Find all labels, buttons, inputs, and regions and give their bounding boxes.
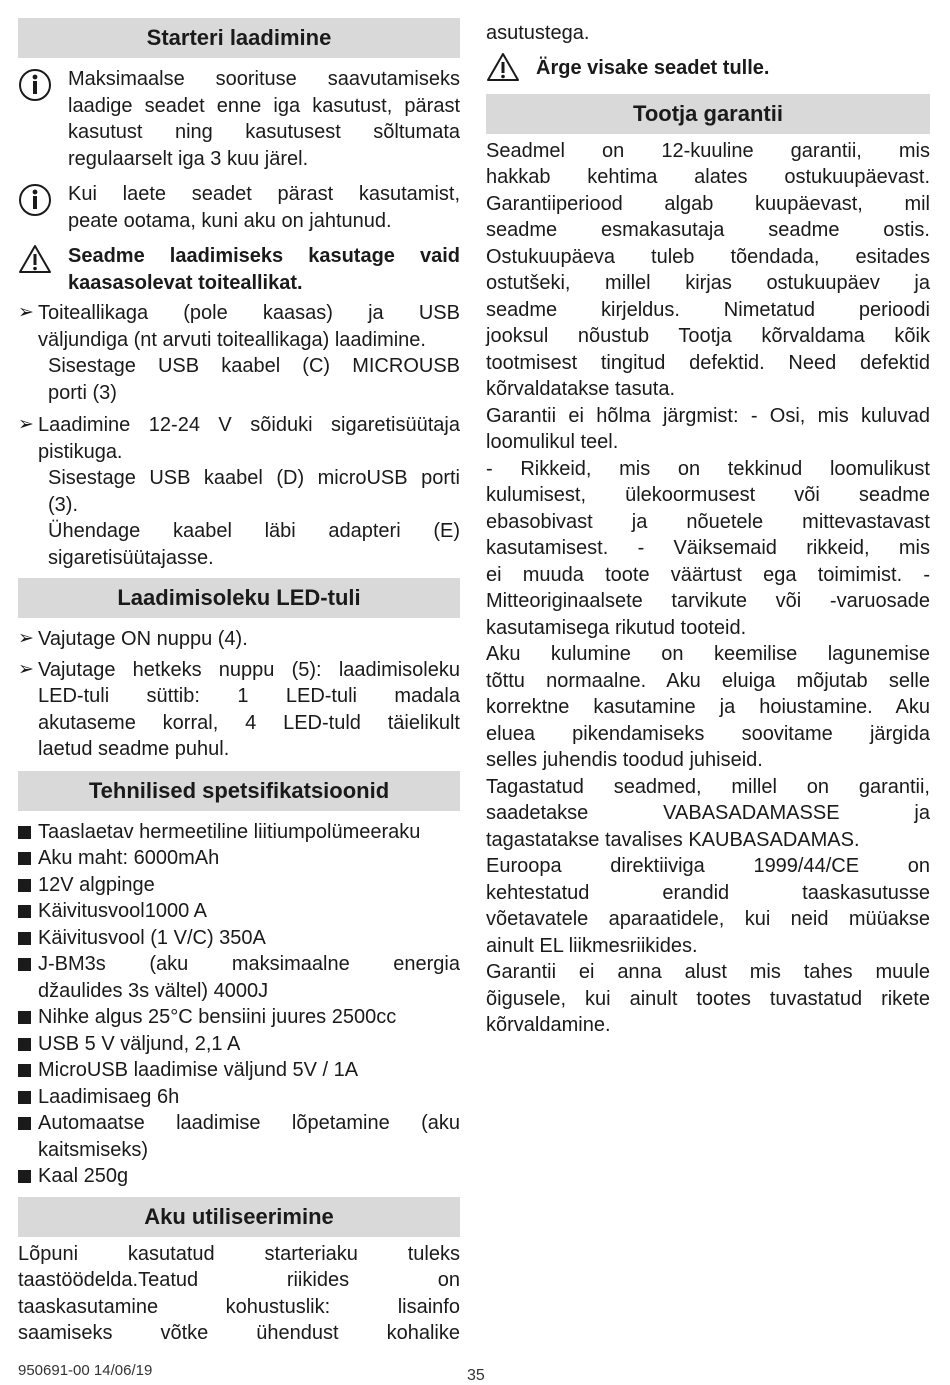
spec-item — [18, 1031, 460, 1058]
arrow-bullet-icon: ➢ — [18, 302, 34, 323]
info-icon — [18, 183, 52, 217]
square-bullet-icon — [18, 932, 31, 945]
text-line: Sisestage USB kaabel (D) microUSB porti — [48, 467, 460, 489]
text-line: hakkab kehtima alates ostukuupäevast. — [486, 166, 930, 188]
text-line: pistikuga. — [38, 440, 123, 463]
text-line: Ärge visake seadet tulle. — [536, 56, 770, 79]
text-line: tootmisest tingitud defektid. Need defektid — [486, 351, 930, 374]
text-line: Aku kulumine on keemilise lagunemise — [486, 643, 930, 665]
text-line: kulumisest, ülekoormusest või seadme — [486, 484, 930, 506]
footer-code: 950691-00 14/06/19 — [18, 1362, 153, 1379]
spec-item — [18, 872, 460, 899]
text-line: kasutust ning kasutusest sõltumata — [68, 121, 460, 143]
text-line: Käivitusvool1000 A — [38, 900, 208, 922]
text-line: asutustega. — [486, 22, 590, 44]
info-note-2 — [18, 181, 460, 234]
text-line: Garantiiperiood algab kuupäevast, mil — [486, 192, 930, 215]
text-line: Ühendage kaabel läbi adapteri (E) — [48, 520, 460, 542]
text-line: kõrvaldamine. — [486, 1014, 611, 1036]
text-line: taastöödelda.Teatud riikides on — [18, 1269, 460, 1291]
text-line: Garantii ei anna alust mis tahes muule — [486, 961, 930, 983]
text-line: Mitteoriginaalsete tarvikute või -varuosade — [486, 590, 930, 612]
text-line: Garantii ei hõlma järgmist: - Osi, mis kuluvad — [486, 404, 930, 427]
text-line: Taaslaetav hermeetiline liitiumpolümeeraku — [38, 820, 421, 843]
text-line: Euroopa direktiiviga 1999/44/CE on — [486, 855, 930, 877]
text-line: regulaarselt iga 3 kuu järel. — [68, 147, 309, 170]
text-line: kõrvaldatakse tasuta. — [486, 378, 675, 400]
spec-item — [18, 845, 460, 872]
section-heading-specs: Tehnilised spetsifikatsioonid — [18, 771, 460, 811]
text-line: kehtestatud erandid taaskasutusse — [486, 881, 930, 904]
text-line: J-BM3s (aku maksimaalne energia — [38, 953, 460, 975]
bullet-item — [18, 300, 460, 353]
text-line: tagastatakse tavalises KAUBASADAMAS. — [486, 828, 860, 851]
square-bullet-icon — [18, 852, 31, 865]
bullet-item — [18, 626, 460, 653]
text-line: peate ootama, kuni aku on jahtunud. — [68, 209, 392, 232]
spec-item — [18, 1084, 460, 1111]
warning-icon — [18, 243, 52, 277]
right-column — [486, 0, 930, 1039]
text-line: Aku maht: 6000mAh — [38, 847, 220, 869]
text-line: kasutamisest. - Väiksemaid rikkeid, mis — [486, 537, 930, 559]
spec-item — [18, 951, 460, 1004]
warranty-text — [486, 138, 930, 1039]
square-bullet-icon — [18, 958, 31, 971]
text-line: ainult EL liikmesriikides. — [486, 934, 698, 957]
arrow-bullet-icon: ➢ — [18, 658, 34, 680]
square-bullet-icon — [18, 1011, 31, 1024]
warning-note — [486, 51, 930, 90]
spec-item — [18, 819, 460, 846]
text-line: väljundiga (nt arvuti toiteallikaga) laadimine. — [38, 328, 426, 351]
bullet-subtext — [18, 353, 460, 406]
text-line: Nihke algus 25°C bensiini juures 2500cc — [38, 1006, 397, 1028]
warranty-paragraph — [486, 959, 930, 1039]
text-line: Laadimisaeg 6h — [38, 1085, 180, 1108]
text-line: kasutamisega rikutud tooteid. — [486, 616, 747, 639]
text-line: seadme kirjeldus. Nimetatud perioodi — [486, 298, 930, 321]
text-line: (3). — [48, 493, 78, 516]
text-line: Seadmel on 12-kuuline garantii, mis — [486, 139, 930, 162]
text-line: Lõpuni kasutatud starteriaku tuleks — [18, 1242, 460, 1265]
square-bullet-icon — [18, 1117, 31, 1130]
square-bullet-icon — [18, 826, 31, 839]
text-line: seadme esmakasutaja seadme ostis. — [486, 219, 930, 241]
warranty-paragraph — [486, 403, 930, 456]
warranty-paragraph — [486, 456, 930, 642]
spec-item — [18, 1110, 460, 1163]
section-heading-led: Laadimisoleku LED-tuli — [18, 578, 460, 618]
text-line: kaitsmiseks) — [38, 1138, 149, 1161]
text-line: ei muuda toote väärtust ega toimimist. - — [486, 563, 930, 586]
text-line: korrektne kasutamine ja hoiustamine. Aku — [486, 696, 930, 718]
arrow-bullet-icon: ➢ — [18, 628, 34, 649]
section-heading-warranty: Tootja garantii — [486, 94, 930, 134]
arrow-bullet-icon: ➢ — [18, 414, 34, 435]
text-line: loomulikul teel. — [486, 431, 619, 453]
warning-note — [18, 243, 460, 296]
text-line: taaskasutamine kohustuslik: lisainfo — [18, 1295, 460, 1318]
text-line: akutaseme korral, 4 LED-tuld täielikult — [38, 711, 460, 734]
text-line: MicroUSB laadimise väljund 5V / 1A — [38, 1059, 359, 1081]
text-line: Toiteallikaga (pole kaasas) ja USB — [38, 302, 460, 324]
info-icon — [18, 68, 52, 102]
disposal-paragraph — [18, 1241, 460, 1347]
text-line: Maksimaalse soorituse saavutamiseks — [68, 68, 460, 90]
text-line: saamiseks võtke ühendust kohalike — [18, 1322, 460, 1344]
warranty-paragraph — [486, 641, 930, 774]
text-line: sigaretisüütajasse. — [48, 546, 214, 569]
bullet-item — [18, 657, 460, 763]
text-line: - Rikkeid, mis on tekkinud loomulikust — [486, 457, 930, 480]
spec-item — [18, 1057, 460, 1084]
spec-item — [18, 1004, 460, 1031]
text-line: ebasobivast ja nõuetele mittevastavast — [486, 510, 930, 533]
text-line: Laadimine 12-24 V sõiduki sigaretisüütaja — [38, 414, 460, 436]
square-bullet-icon — [18, 905, 31, 918]
left-column — [18, 0, 460, 1347]
warning-icon — [486, 51, 520, 85]
info-note-1 — [18, 66, 460, 172]
text-line: džaulides 3s vältel) 4000J — [38, 979, 269, 1002]
text-line: Tagastatud seadmed, millel on garantii, — [486, 775, 930, 798]
text-line: eluea pikendamiseks soovitame järgida — [486, 722, 930, 745]
text-line: Ostukuupäeva tuleb tõendada, esitades — [486, 245, 930, 268]
text-line: LED-tuli süttib: 1 LED-tuli madala — [38, 685, 460, 707]
text-line: ostutšeki, millel kirjas ostukuupäev ja — [486, 272, 930, 294]
text-line: selles juhendis toodud juhiseid. — [486, 749, 763, 771]
text-line: kaasasolevat toiteallikat. — [68, 271, 303, 294]
bullet-item — [18, 412, 460, 465]
text-line: Sisestage USB kaabel (C) MICROUSB — [48, 355, 460, 377]
text-line: 12V algpinge — [38, 873, 155, 896]
spec-item — [18, 925, 460, 952]
page-number: 35 — [467, 1367, 485, 1384]
text-line: Kaal 250g — [38, 1165, 129, 1187]
square-bullet-icon — [18, 1170, 31, 1183]
text-line: Automaatse laadimise lõpetamine (aku — [38, 1112, 460, 1134]
section-heading-charging: Starteri laadimine — [18, 18, 460, 58]
text-line: Käivitusvool (1 V/C) 350A — [38, 926, 266, 949]
text-line: porti (3) — [48, 381, 117, 404]
square-bullet-icon — [18, 1064, 31, 1077]
text-line: Kui laete seadet pärast kasutamist, — [68, 183, 460, 205]
text-line: USB 5 V väljund, 2,1 A — [38, 1032, 241, 1055]
spec-item — [18, 1163, 460, 1190]
square-bullet-icon — [18, 1091, 31, 1104]
text-line: laetud seadme puhul. — [38, 738, 230, 760]
text-line: õigusele, kui ainult tootes tuvastatud rikete — [486, 987, 930, 1010]
warranty-paragraph — [486, 138, 930, 403]
text-line: jooksul nõustub Tootja kõrvaldama kõik — [486, 325, 930, 347]
square-bullet-icon — [18, 1038, 31, 1051]
text-line: Seadme laadimiseks kasutage vaid — [68, 245, 460, 267]
square-bullet-icon — [18, 879, 31, 892]
text-line: võetavatele aparaatidele, kui neid müüakse — [486, 908, 930, 930]
text-line: Vajutage hetkeks nuppu (5): laadimisoleku — [38, 658, 460, 681]
bullet-subtext — [18, 465, 460, 571]
section-heading-disposal: Aku utiliseerimine — [18, 1197, 460, 1237]
text-line: saadetakse VABASADAMASSE ja — [486, 802, 930, 824]
text-line: Vajutage ON nuppu (4). — [38, 628, 248, 650]
spec-list — [18, 819, 460, 1190]
text-line: tõttu normaalne. Aku eluiga mõjutab selle — [486, 669, 930, 692]
warranty-paragraph — [486, 853, 930, 959]
text-line: laadige seadet enne iga kasutust, pärast — [68, 94, 460, 117]
warranty-paragraph — [486, 774, 930, 854]
spec-item — [18, 898, 460, 925]
